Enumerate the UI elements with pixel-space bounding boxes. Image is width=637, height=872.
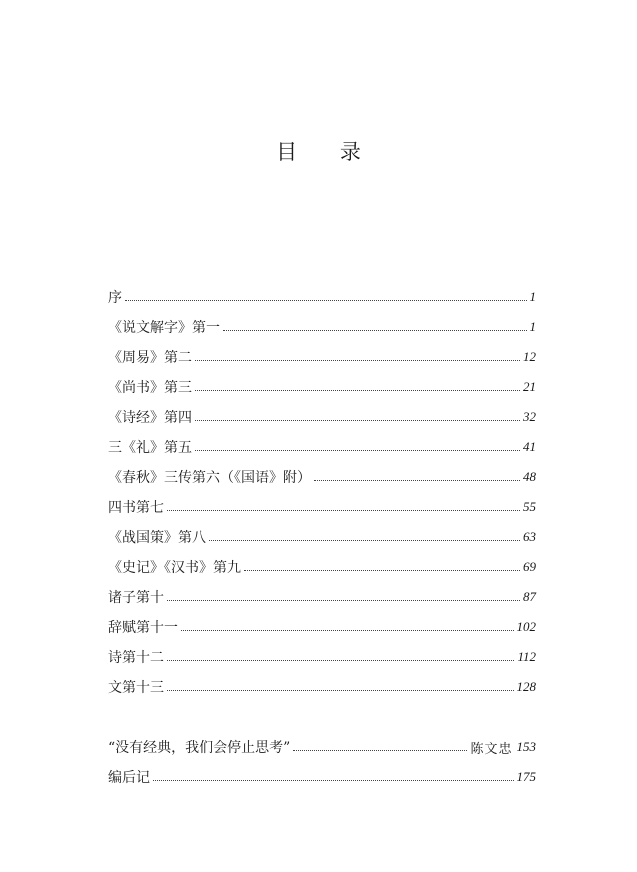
toc-entry-author: 陈文忠	[470, 741, 513, 757]
page-title: 目 录	[276, 140, 379, 164]
toc-entry[interactable]	[108, 582, 536, 612]
toc-entry-page-number: 63	[523, 529, 536, 544]
toc-entry[interactable]	[108, 492, 536, 522]
toc-dot-leader	[153, 779, 514, 781]
toc-dot-leader	[314, 479, 520, 481]
toc-entry-page-number: 48	[523, 469, 536, 484]
toc-entry[interactable]	[108, 282, 536, 312]
toc-dot-leader	[223, 329, 527, 331]
toc-entry-page-number: 87	[523, 589, 536, 604]
toc-entry[interactable]	[108, 462, 536, 492]
toc-entry-page-number: 21	[523, 379, 536, 394]
toc-entry-page-number: 1	[529, 289, 536, 304]
toc-dot-leader	[209, 539, 520, 541]
toc-dot-leader	[125, 299, 527, 301]
toc-dot-leader	[167, 659, 514, 661]
toc-dot-leader	[293, 749, 467, 751]
toc-entry[interactable]	[108, 402, 536, 432]
toc-entry-title: 《说文解字》第一	[108, 320, 220, 336]
toc-entry-title: 《诗经》第四	[108, 410, 192, 426]
toc-entry[interactable]	[108, 312, 536, 342]
toc-entry-page-number: 102	[516, 619, 536, 634]
toc-dot-leader	[244, 569, 520, 571]
toc-entry[interactable]	[108, 552, 536, 582]
toc-entry[interactable]	[108, 372, 536, 402]
toc-entry-title: 诗第十二	[108, 650, 164, 666]
toc-entry-title: 《春秋》三传第六（《国语》附）	[108, 470, 311, 486]
toc-main-entries	[108, 282, 536, 702]
toc-entry[interactable]	[108, 672, 536, 702]
toc-entry-title: 四书第七	[108, 500, 164, 516]
toc-dot-leader	[195, 419, 520, 421]
toc-entry-title: 诸子第十	[108, 590, 164, 606]
toc-entry-page-number: 1	[529, 319, 536, 334]
toc-entry-page-number: 32	[523, 409, 536, 424]
toc-entry-page-number: 175	[516, 769, 536, 784]
toc-entry-title: 三《礼》第五	[108, 440, 192, 456]
toc-entry-page-number: 112	[517, 649, 536, 664]
toc-entry-title: 《战国策》第八	[108, 530, 206, 546]
toc-entry-page-number: 55	[523, 499, 536, 514]
toc-dot-leader	[167, 509, 520, 511]
toc-entry-page-number: 153	[516, 739, 536, 754]
toc-entry-title: 文第十三	[108, 680, 164, 696]
toc-dot-leader	[167, 599, 520, 601]
toc-appendix-entries	[108, 732, 536, 792]
toc-entry[interactable]	[108, 732, 536, 762]
toc-entry[interactable]	[108, 432, 536, 462]
toc-dot-leader	[195, 359, 520, 361]
toc-dot-leader	[195, 449, 520, 451]
toc-entry-page-number: 41	[523, 439, 536, 454]
toc-entry-title: 《尚书》第三	[108, 380, 192, 396]
toc-entry[interactable]	[108, 642, 536, 672]
toc-entry-page-number: 69	[523, 559, 536, 574]
toc-entry-title: 辞赋第十一	[108, 620, 178, 636]
toc-entry-page-number: 128	[516, 679, 536, 694]
toc-entry-title: 《史记》《汉书》第九	[108, 560, 241, 576]
toc-entry-page-number: 12	[523, 349, 536, 364]
table-of-contents	[108, 282, 536, 792]
toc-entry-title: 编后记	[108, 770, 150, 786]
toc-entry-title: 序	[108, 290, 122, 306]
toc-entry-title: “没有经典，我们会停止思考”	[108, 740, 291, 756]
section-gap	[108, 702, 536, 732]
toc-entry[interactable]	[108, 342, 536, 372]
toc-entry-title: 《周易》第二	[108, 350, 192, 366]
toc-entry[interactable]	[108, 762, 536, 792]
toc-dot-leader	[181, 629, 514, 631]
toc-entry[interactable]	[108, 522, 536, 552]
toc-dot-leader	[167, 689, 514, 691]
toc-entry[interactable]	[108, 612, 536, 642]
toc-dot-leader	[195, 389, 520, 391]
